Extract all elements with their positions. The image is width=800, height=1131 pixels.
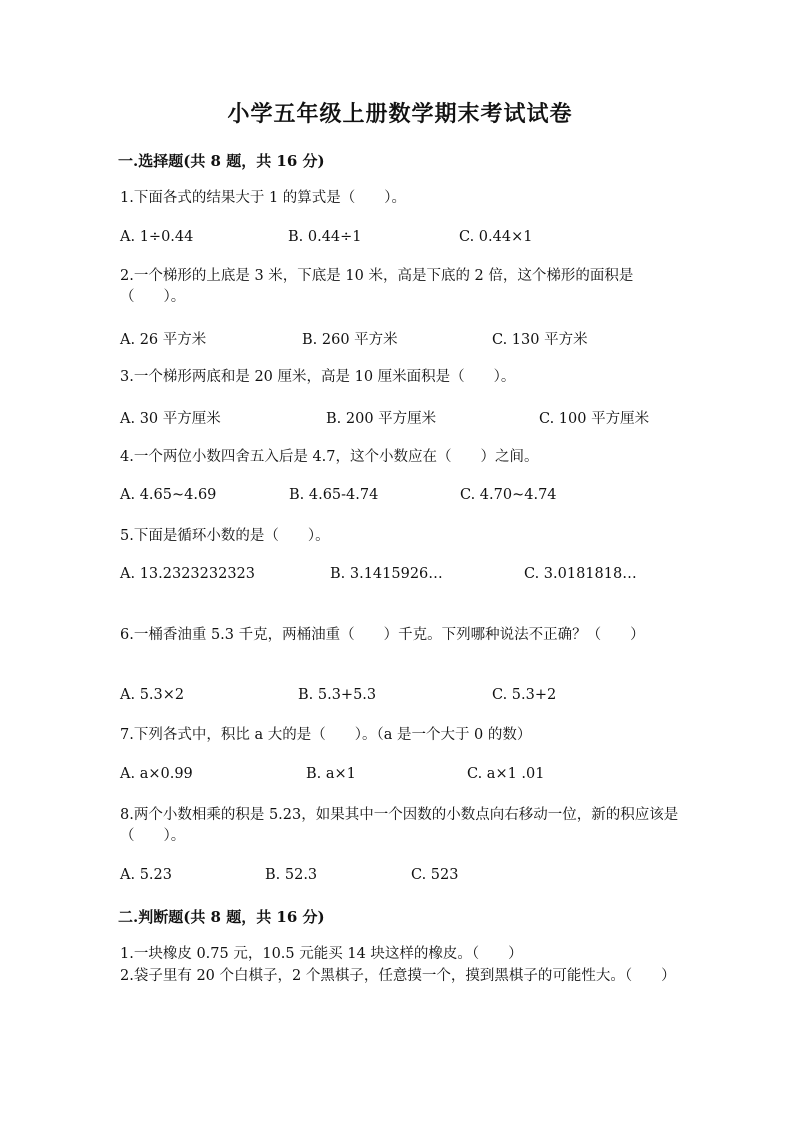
option-b: B. 260 平方米 bbox=[302, 332, 398, 348]
question-7: 7.下列各式中，积比 a 大的是（ ）。（a 是一个大于 0 的数） bbox=[120, 727, 532, 743]
question-1: 1.下面各式的结果大于 1 的算式是（ ）。 bbox=[120, 190, 407, 206]
option-b: B. 3.1415926… bbox=[330, 566, 443, 582]
page-title: 小学五年级上册数学期末考试试卷 bbox=[227, 101, 573, 127]
question-6: 6.一桶香油重 5.3 千克，两桶油重（ ）千克。下列哪种说法不正确？（ ） bbox=[120, 627, 645, 643]
option-b: B. 200 平方厘米 bbox=[326, 411, 437, 427]
question-1-options bbox=[0, 229, 800, 251]
question-5: 5.下面是循环小数的是（ ）。 bbox=[120, 528, 330, 544]
true-false-question-1: 1.一块橡皮 0.75 元，10.5 元能买 14 块这样的橡皮。（ ） bbox=[120, 946, 523, 962]
option-a: A. 30 平方厘米 bbox=[120, 411, 221, 427]
question-2: 2.一个梯形的上底是 3 米，下底是 10 米，高是下底的 2 倍，这个梯形的面积是（ ）。 bbox=[120, 268, 634, 305]
option-c: C. 5.3+2 bbox=[492, 687, 557, 703]
option-c: C. 0.44×1 bbox=[459, 229, 533, 245]
option-c: C. 130 平方米 bbox=[492, 332, 588, 348]
question-2-options bbox=[0, 328, 800, 350]
option-c: C. 523 bbox=[411, 867, 459, 883]
question-3-options bbox=[0, 407, 800, 429]
question-8-options bbox=[0, 867, 800, 889]
option-a: A. a×0.99 bbox=[120, 766, 193, 782]
option-a: A. 13.2323232323 bbox=[120, 566, 256, 582]
section-heading-true-false: 二.判断题(共 8 题，共 16 分) bbox=[118, 908, 325, 926]
option-c: C. 4.70~4.74 bbox=[460, 487, 557, 503]
question-3: 3.一个梯形两底和是 20 厘米，高是 10 厘米面积是（ ）。 bbox=[120, 369, 516, 385]
option-a: A. 1÷0.44 bbox=[120, 229, 194, 245]
option-c: C. a×1 .01 bbox=[467, 766, 545, 782]
question-6-options bbox=[0, 687, 800, 709]
option-a: A. 26 平方米 bbox=[120, 332, 207, 348]
option-a: A. 5.23 bbox=[120, 867, 172, 883]
option-c: C. 3.0181818… bbox=[524, 566, 637, 582]
question-5-options bbox=[0, 566, 800, 588]
section-heading-multiple-choice: 一.选择题(共 8 题，共 16 分) bbox=[118, 152, 325, 170]
question-7-options bbox=[0, 766, 800, 788]
option-b: B. 5.3+5.3 bbox=[298, 687, 377, 703]
option-a: A. 5.3×2 bbox=[120, 687, 185, 703]
option-b: B. 52.3 bbox=[265, 867, 318, 883]
question-4: 4.一个两位小数四舍五入后是 4.7，这个小数应在（ ）之间。 bbox=[120, 449, 539, 465]
true-false-question-2: 2.袋子里有 20 个白棋子，2 个黑棋子，任意摸一个，摸到黑棋子的可能性大。（ ） bbox=[120, 968, 676, 984]
question-4-options bbox=[0, 487, 800, 509]
option-b: B. 4.65-4.74 bbox=[289, 487, 379, 503]
question-8: 8.两个小数相乘的积是 5.23，如果其中一个因数的小数点向右移动一位，新的积应该是（ ）。 bbox=[120, 807, 679, 844]
option-b: B. 0.44÷1 bbox=[288, 229, 362, 245]
option-c: C. 100 平方厘米 bbox=[539, 411, 650, 427]
option-b: B. a×1 bbox=[306, 766, 356, 782]
option-a: A. 4.65~4.69 bbox=[120, 487, 217, 503]
